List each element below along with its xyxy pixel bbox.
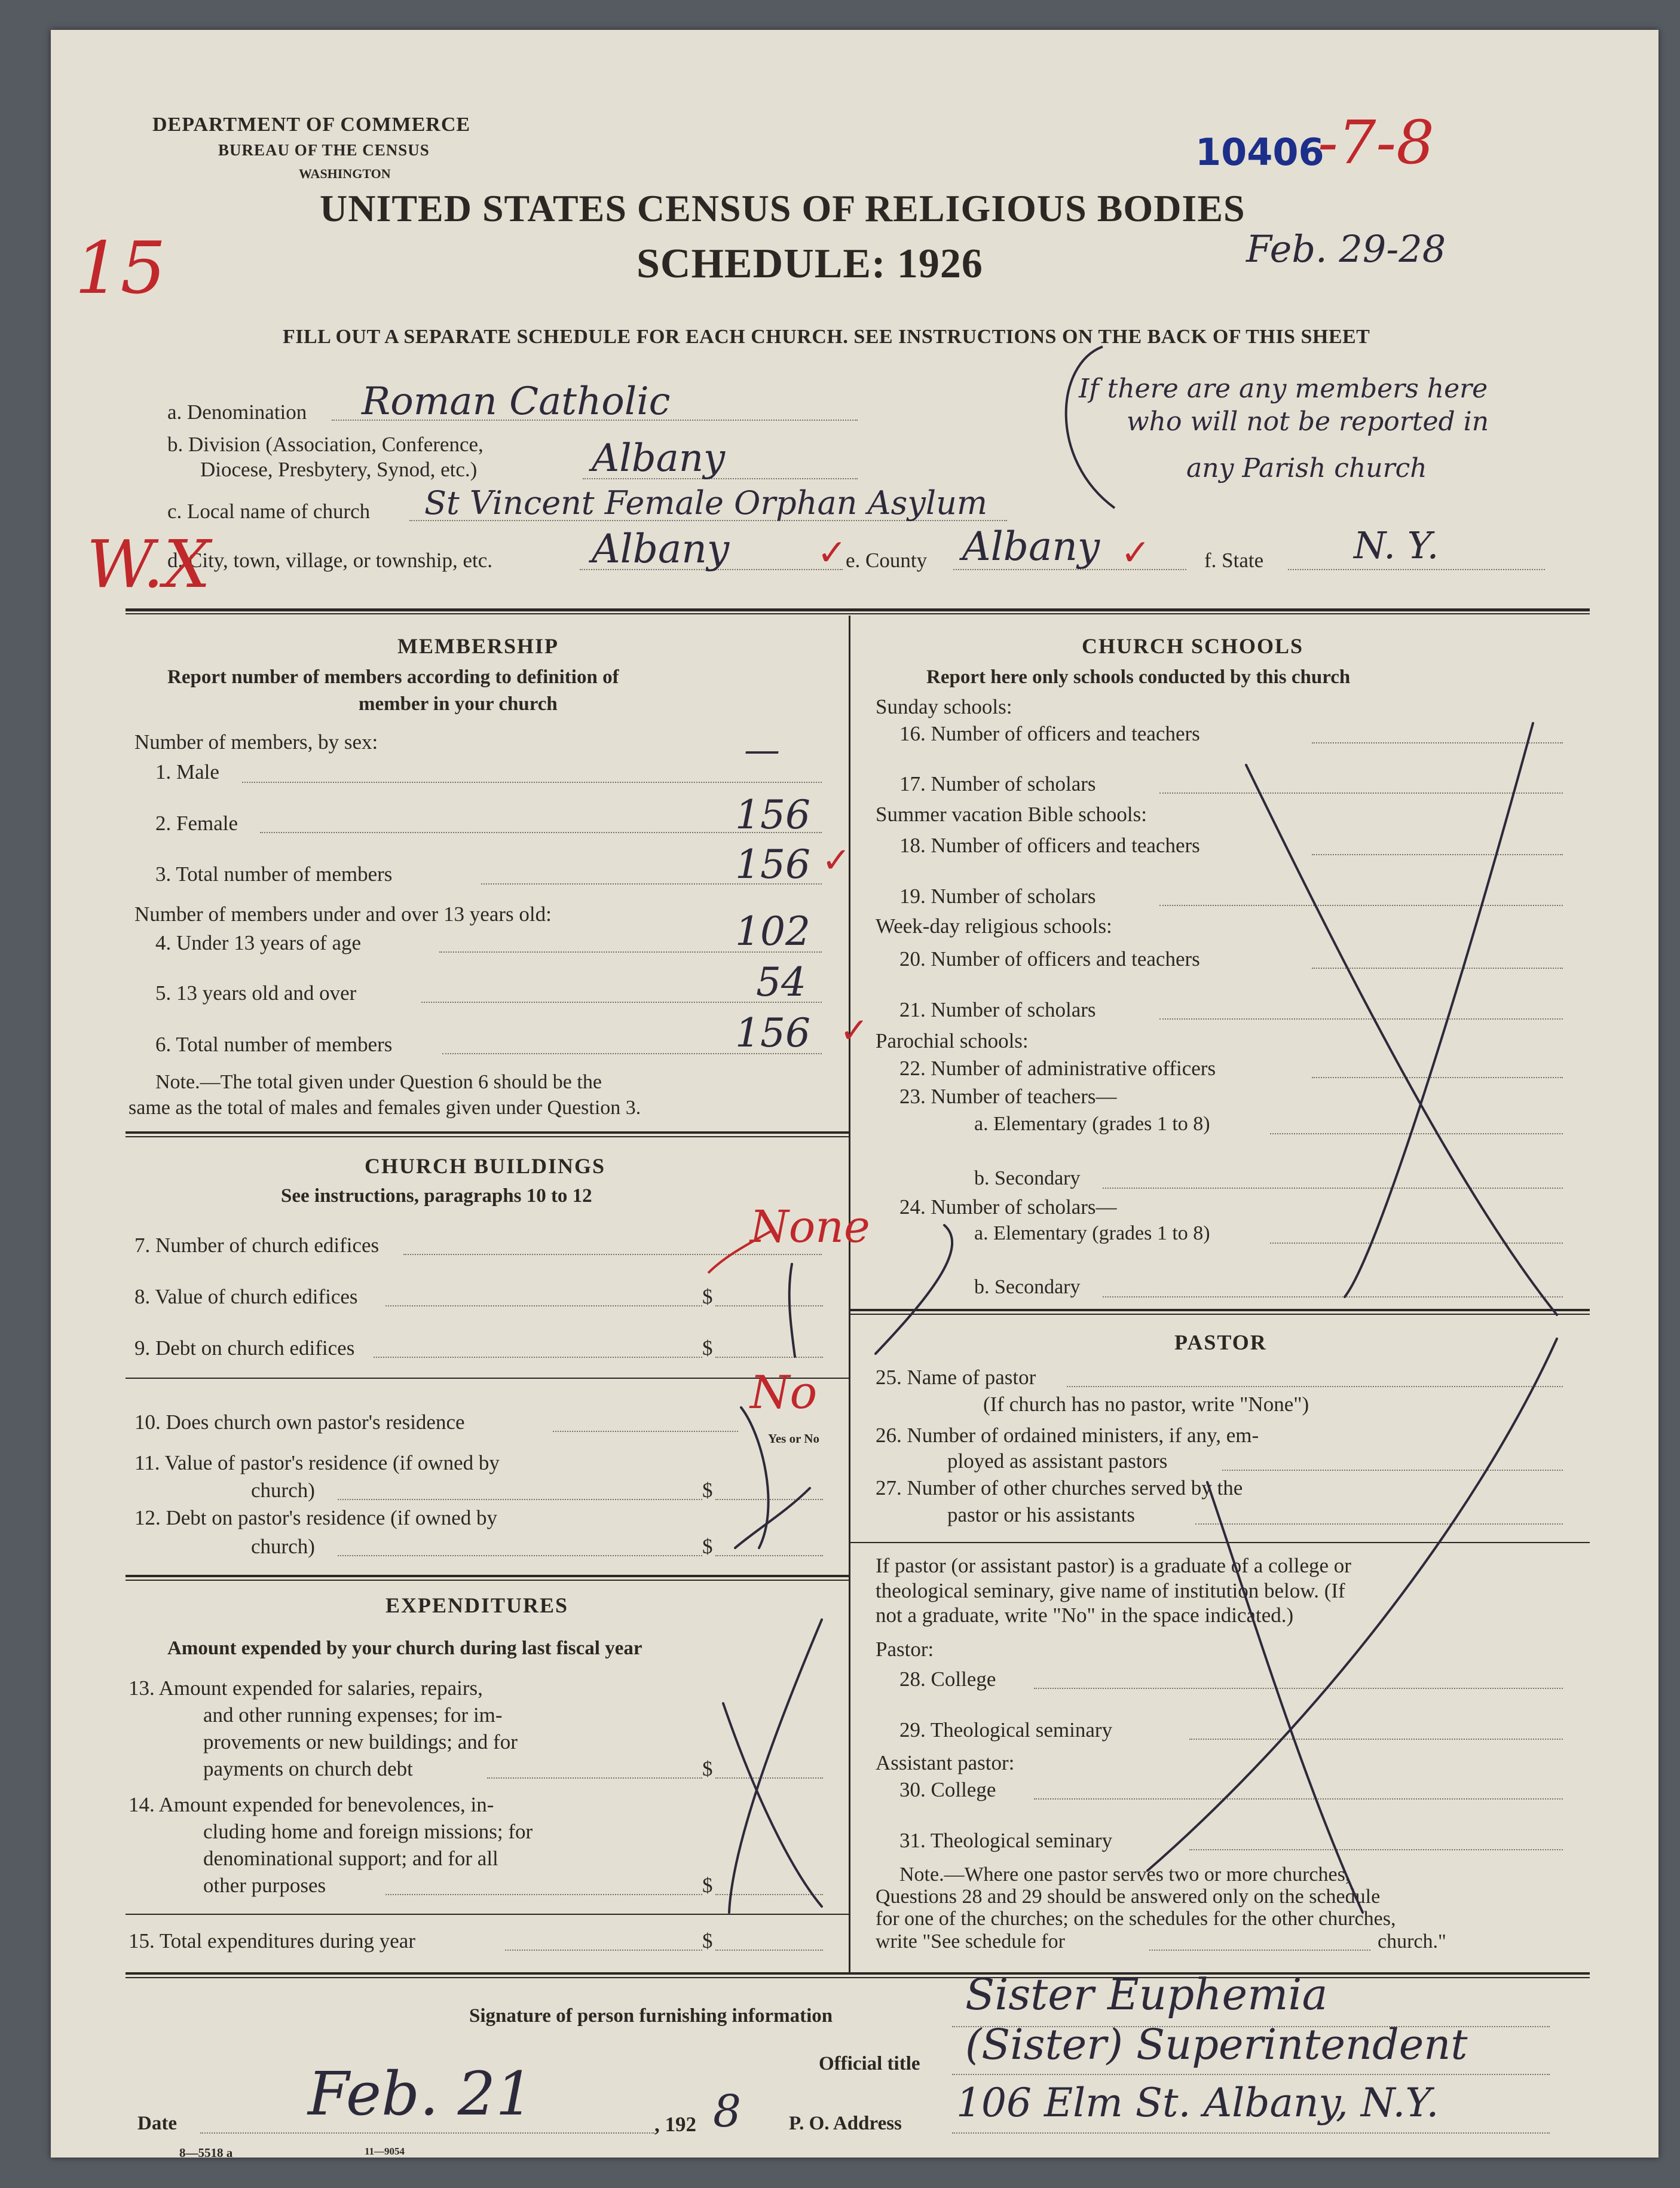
q13-label-2: and other running expenses; for im- <box>203 1703 503 1727</box>
q24a-label: a. Elementary (grades 1 to 8) <box>974 1222 1210 1244</box>
city-heading: WASHINGTON <box>299 166 391 181</box>
dollar-sign: $ <box>702 1285 713 1308</box>
q6-value: 156 <box>735 1010 810 1056</box>
stamp-suffix: -7-8 <box>1318 108 1434 178</box>
po-address-label: P. O. Address <box>789 2113 902 2134</box>
print-number: 11—9054 <box>365 2146 405 2157</box>
q30-label: 30. College <box>899 1778 996 1801</box>
q20-label: 20. Number of officers and teachers <box>899 947 1200 971</box>
q25-label: 25. Name of pastor <box>876 1366 1036 1389</box>
cross-out-marks <box>51 30 1658 2158</box>
yes-no-hint: Yes or No <box>768 1431 819 1446</box>
membership-sub-1: Report number of members according to definition of <box>167 666 619 688</box>
q31-label: 31. Theological seminary <box>899 1829 1113 1852</box>
q4-label: 4. Under 13 years of age <box>155 931 362 954</box>
q27-label-2: pastor or his assistants <box>947 1503 1136 1526</box>
q16-label: 16. Number of officers and teachers <box>899 722 1200 745</box>
local-name-label: c. Local name of church <box>167 500 371 523</box>
dollar-sign: $ <box>702 1336 713 1360</box>
expenditures-heading: EXPENDITURES <box>385 1593 569 1617</box>
q12-label-2: church) <box>251 1535 315 1558</box>
form-number: 8—5518 a <box>179 2146 233 2160</box>
q11-label-2: church) <box>251 1479 315 1502</box>
census-schedule-sheet <box>51 30 1658 2158</box>
date-value: Feb. 21 <box>308 2059 534 2129</box>
q29-label: 29. Theological seminary <box>899 1718 1113 1742</box>
dollar-sign: $ <box>702 1874 713 1897</box>
q14-label: 14. Amount expended for benevolences, in- <box>128 1793 494 1816</box>
q1-label: 1. Male <box>155 760 219 784</box>
q14-label-2: cluding home and foreign missions; for <box>203 1820 533 1843</box>
q14-label-3: denominational support; and for all <box>203 1847 498 1870</box>
official-title-value: (Sister) Superintendent <box>965 2020 1468 2069</box>
department-heading: DEPARTMENT OF COMMERCE <box>152 114 471 136</box>
pastor-note-2: Questions 28 and 29 should be answered only on the schedule <box>876 1886 1381 1908</box>
graduate-note-3: not a graduate, write "No" in the space indicated.) <box>876 1603 1294 1627</box>
q21-label: 21. Number of scholars <box>899 998 1096 1021</box>
q8-label: 8. Value of church edifices <box>134 1285 358 1308</box>
dollar-sign: $ <box>702 1535 713 1558</box>
q9-label: 9. Debt on church edifices <box>134 1336 355 1360</box>
by-sex-label: Number of members, by sex: <box>134 730 378 754</box>
city-value: Albany <box>592 526 730 572</box>
q25-hint: (If church has no pastor, write "None") <box>983 1393 1309 1416</box>
check-icon: ✓ <box>817 533 847 573</box>
q22-label: 22. Number of administrative officers <box>899 1057 1216 1080</box>
division-label-2: Diocese, Presbytery, Synod, etc.) <box>200 458 478 481</box>
q14-label-4: other purposes <box>203 1874 326 1897</box>
q24-label: 24. Number of scholars— <box>899 1195 1117 1219</box>
division-value: Albany <box>592 436 726 481</box>
membership-note-1: Note.—The total given under Question 6 should be the <box>155 1071 602 1093</box>
membership-note-2: same as the total of males and females given under Question 3. <box>128 1097 641 1119</box>
form-title: UNITED STATES CENSUS OF RELIGIOUS BODIES <box>320 187 1246 229</box>
dollar-sign: $ <box>702 1479 713 1502</box>
side-note-line-3: any Parish church <box>1186 453 1427 483</box>
year-prefix: , 192 <box>654 2113 696 2136</box>
assistant-pastor-subhead: Assistant pastor: <box>876 1751 1015 1774</box>
q10-value: No <box>750 1366 818 1419</box>
check-icon: ✓ <box>840 1011 869 1050</box>
check-icon: ✓ <box>822 841 851 880</box>
signature-value: Sister Euphemia <box>965 1969 1328 2019</box>
signature-label: Signature of person furnishing information <box>469 2005 833 2027</box>
pastor-note-4: write "See schedule for <box>876 1930 1065 1953</box>
q5-value: 54 <box>756 959 806 1005</box>
bureau-heading: BUREAU OF THE CENSUS <box>218 141 430 159</box>
graduate-note-1: If pastor (or assistant pastor) is a graduate of a college or <box>876 1554 1351 1577</box>
date-received: Feb. 29-28 <box>1246 227 1446 271</box>
age-heading: Number of members under and over 13 years old: <box>134 902 552 926</box>
stamp-number: 10406 <box>1195 130 1324 174</box>
pastor-note-1: Note.—Where one pastor serves two or more churches, <box>899 1863 1351 1886</box>
q17-label: 17. Number of scholars <box>899 772 1096 795</box>
margin-mark: 15 <box>75 227 166 310</box>
q15-label: 15. Total expenditures during year <box>128 1929 415 1953</box>
q26-label-2: ployed as assistant pastors <box>947 1449 1168 1473</box>
dollar-sign: $ <box>702 1929 713 1953</box>
city-label: d. City, town, village, or township, etc. <box>167 549 493 572</box>
division-label: b. Division (Association, Conference, <box>167 433 484 456</box>
date-label: Date <box>137 2113 177 2134</box>
county-label: e. County <box>846 549 928 572</box>
q1-value: — <box>744 729 780 771</box>
county-value: Albany <box>962 524 1100 570</box>
q10-label: 10. Does church own pastor's residence <box>134 1410 465 1434</box>
denomination-value: Roman Catholic <box>362 380 671 424</box>
schools-heading: CHURCH SCHOOLS <box>1082 634 1304 658</box>
q3-value: 156 <box>735 841 810 888</box>
membership-sub-2: member in your church <box>359 693 558 715</box>
schedule-title: SCHEDULE: 1926 <box>636 241 983 287</box>
q23-label: 23. Number of teachers— <box>899 1085 1117 1108</box>
side-note-line-2: who will not be reported in <box>1127 406 1489 437</box>
q6-label: 6. Total number of members <box>155 1033 393 1056</box>
sunday-schools-label: Sunday schools: <box>876 695 1012 718</box>
dollar-sign: $ <box>702 1757 713 1780</box>
q13-label-4: payments on church debt <box>203 1757 413 1780</box>
pastor-subhead: Pastor: <box>876 1638 934 1661</box>
q23a-label: a. Elementary (grades 1 to 8) <box>974 1113 1210 1135</box>
pastor-heading: PASTOR <box>1174 1330 1267 1354</box>
summer-schools-label: Summer vacation Bible schools: <box>876 803 1147 826</box>
weekday-schools-label: Week-day religious schools: <box>876 914 1112 938</box>
side-note-line-1: If there are any members here <box>1079 374 1488 404</box>
q26-label: 26. Number of ordained ministers, if any, em- <box>876 1424 1259 1447</box>
state-value: N. Y. <box>1354 524 1439 567</box>
q12-label: 12. Debt on pastor's residence (if owned by <box>134 1506 497 1529</box>
po-address-value: 106 Elm St. Albany, N.Y. <box>956 2080 1439 2126</box>
q3-label: 3. Total number of members <box>155 862 393 886</box>
state-label: f. State <box>1204 549 1264 572</box>
q13-label: 13. Amount expended for salaries, repairs, <box>128 1676 483 1700</box>
schools-sub: Report here only schools conducted by this church <box>926 666 1351 688</box>
q18-label: 18. Number of officers and teachers <box>899 834 1200 857</box>
check-icon: ✓ <box>1121 533 1151 573</box>
parochial-schools-label: Parochial schools: <box>876 1029 1029 1052</box>
buildings-heading: CHURCH BUILDINGS <box>365 1154 606 1178</box>
q24b-label: b. Secondary <box>974 1276 1081 1298</box>
membership-heading: MEMBERSHIP <box>397 634 559 658</box>
q27-label: 27. Number of other churches served by the <box>876 1476 1243 1500</box>
denomination-label: a. Denomination <box>167 400 307 424</box>
q7-label: 7. Number of church edifices <box>134 1234 380 1257</box>
buildings-sub: See instructions, paragraphs 10 to 12 <box>281 1185 592 1207</box>
q19-label: 19. Number of scholars <box>899 885 1096 908</box>
q11-label: 11. Value of pastor's residence (if owned by <box>134 1451 500 1474</box>
q2-value: 156 <box>735 792 810 838</box>
red-margin-mark: W.X <box>87 526 211 602</box>
local-name-value: St Vincent Female Orphan Asylum <box>424 484 988 522</box>
q5-label: 5. 13 years old and over <box>155 981 357 1005</box>
q23b-label: b. Secondary <box>974 1167 1081 1189</box>
graduate-note-2: theological seminary, give name of institution below. (If <box>876 1579 1345 1602</box>
q7-value: None <box>750 1201 870 1253</box>
year-digit: 8 <box>713 2086 742 2137</box>
q4-value: 102 <box>735 908 810 954</box>
pastor-note-4b: church." <box>1378 1930 1446 1953</box>
expenditures-sub: Amount expended by your church during last fiscal year <box>167 1638 642 1659</box>
q28-label: 28. College <box>899 1667 996 1691</box>
pastor-note-3: for one of the churches; on the schedules for the other churches, <box>876 1908 1396 1930</box>
q2-label: 2. Female <box>155 812 238 835</box>
official-title-label: Official title <box>819 2053 920 2074</box>
q13-label-3: provements or new buildings; and for <box>203 1730 518 1754</box>
instructions-line: FILL OUT A SEPARATE SCHEDULE FOR EACH CHURCH. SEE INSTRUCTIONS ON THE BACK OF THIS SHEET <box>283 326 1370 348</box>
